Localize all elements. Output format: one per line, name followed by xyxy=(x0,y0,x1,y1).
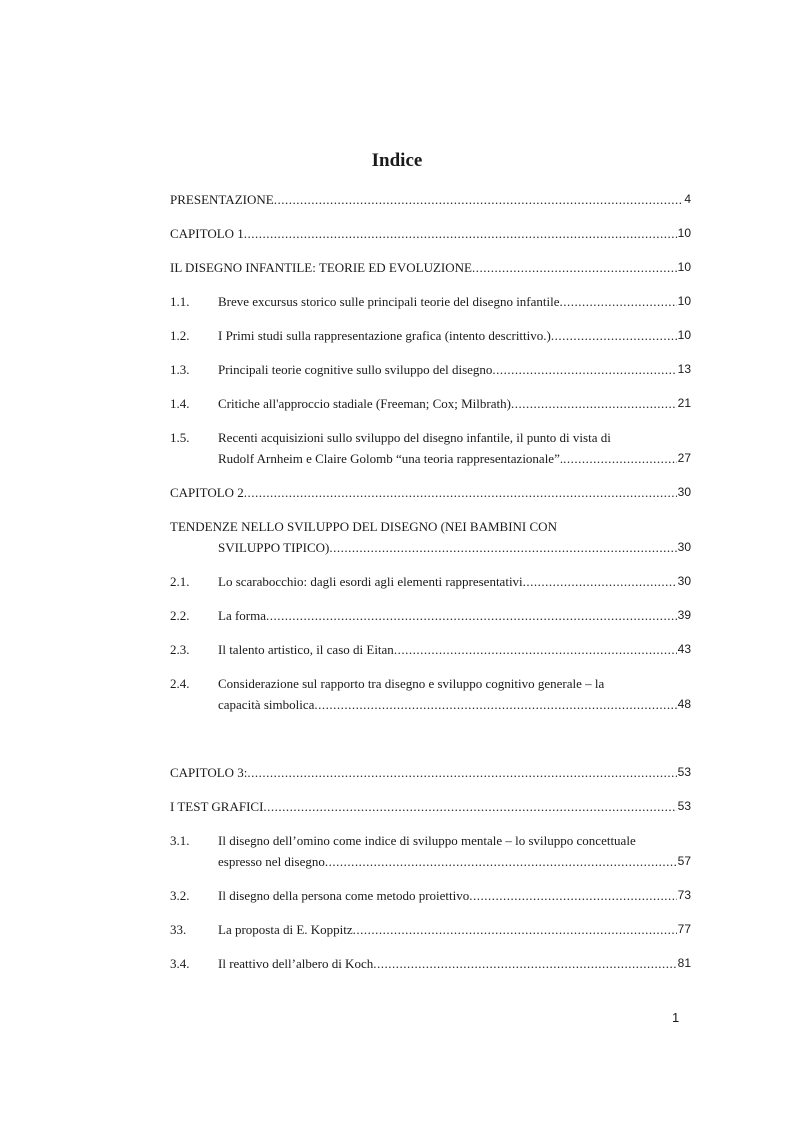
toc-section-number: 1.3. xyxy=(170,362,190,377)
toc-entry-text: Lo scarabocchio: dagli esordi agli elementi rappresentativi xyxy=(218,574,523,589)
leader-dots xyxy=(266,605,677,626)
toc-entry-2-3[interactable] xyxy=(170,639,691,673)
toc-entry-text: I TEST GRAFICI xyxy=(170,799,264,814)
leader-dots xyxy=(244,482,677,503)
toc-entry-text-line1: Il disegno dell’omino come indice di sviluppo mentale – lo sviluppo concettuale xyxy=(218,833,636,848)
toc-page-number: 21 xyxy=(677,396,691,410)
toc-page-number: 57 xyxy=(677,854,691,868)
toc-page-number: 10 xyxy=(677,226,691,240)
toc-page-number: 77 xyxy=(677,922,691,936)
toc-section-number: 1.4. xyxy=(170,396,190,411)
toc-page-number: 53 xyxy=(677,765,691,779)
toc-entry-text-line1: Considerazione sul rapporto tra disegno e sviluppo cognitivo generale – la xyxy=(218,676,605,691)
toc-section-number: 1.2. xyxy=(170,328,190,343)
toc-entry-text: I Primi studi sulla rappresentazione grafica (intento descrittivo.) xyxy=(218,328,551,343)
toc-entry-text: SVILUPPO TIPICO) xyxy=(218,540,330,555)
leader-dots xyxy=(314,694,676,715)
toc-entry-text-line1: TENDENZE NELLO SVILUPPO DEL DISEGNO (NEI BAMBINI CON xyxy=(170,519,557,534)
toc-page-number: 53 xyxy=(677,799,691,813)
toc-section-number: 3.4. xyxy=(170,956,190,971)
toc-section-number: 33. xyxy=(170,922,187,937)
leader-dots xyxy=(511,393,677,414)
toc-section-number: 1.1. xyxy=(170,294,190,309)
toc-entry-presentazione[interactable] xyxy=(170,189,691,223)
toc-entry-text: capacità simbolica xyxy=(218,697,315,712)
toc-entry-3-4[interactable] xyxy=(170,953,691,987)
toc-page-number: 27 xyxy=(677,451,691,465)
toc-entry-3-2[interactable] xyxy=(170,885,691,919)
toc-entry-text: CAPITOLO 3: xyxy=(170,765,248,780)
leader-dots xyxy=(373,953,676,974)
toc-page-number: 10 xyxy=(677,328,691,342)
toc-section-number: 2.4. xyxy=(170,676,190,691)
toc-entry-1-2[interactable] xyxy=(170,325,691,359)
toc-entry-capitolo-3[interactable] xyxy=(170,762,691,796)
toc-section-number: 3.2. xyxy=(170,888,190,903)
toc-entry-text: Il reattivo dell’albero di Koch xyxy=(218,956,374,971)
toc-entry-text: IL DISEGNO INFANTILE: TEORIE ED EVOLUZIONE xyxy=(170,260,472,275)
toc-page-number: 43 xyxy=(677,642,691,656)
toc-page-number: 30 xyxy=(677,540,691,554)
toc-page-number: 10 xyxy=(677,260,691,274)
leader-dots xyxy=(329,537,676,558)
toc-entry-3-1[interactable] xyxy=(170,830,691,885)
leader-dots xyxy=(244,223,677,244)
toc-page-number: 10 xyxy=(677,294,691,308)
leader-dots xyxy=(263,796,676,817)
toc-page-number: 81 xyxy=(677,956,691,970)
leader-dots xyxy=(563,448,677,469)
leader-dots xyxy=(394,639,677,660)
toc-entry-text-line1: Recenti acquisizioni sullo sviluppo del disegno infantile, il punto di vista di xyxy=(218,430,611,445)
toc-entry-text: Critiche all'approccio stadiale (Freeman; Cox; Milbrath) xyxy=(218,396,511,411)
toc-entry-text: espresso nel disegno xyxy=(218,854,325,869)
page-title: Indice xyxy=(371,150,423,171)
toc-section-number: 2.2. xyxy=(170,608,190,623)
toc-entry-1-3[interactable] xyxy=(170,359,691,393)
leader-dots xyxy=(325,851,677,872)
leader-dots xyxy=(469,885,676,906)
toc-entry-3-3[interactable] xyxy=(170,919,691,953)
leader-dots xyxy=(492,359,676,380)
toc-page-number: 39 xyxy=(677,608,691,622)
toc-entry-text: PRESENTAZIONE xyxy=(170,192,274,207)
toc-page-number: 30 xyxy=(677,574,691,588)
toc-entry-text: La proposta di E. Koppitz xyxy=(218,922,353,937)
toc-entry-capitolo-1[interactable] xyxy=(170,223,691,257)
toc-entry-1-4[interactable] xyxy=(170,393,691,427)
toc-page-number: 73 xyxy=(677,888,691,902)
leader-dots xyxy=(247,762,676,783)
toc-entry-text: Principali teorie cognitive sullo sviluppo del disegno xyxy=(218,362,493,377)
toc-entry-text: Breve excursus storico sulle principali teorie del disegno infantile xyxy=(218,294,560,309)
toc-entry-text: Il talento artistico, il caso di Eitan xyxy=(218,642,394,657)
toc-page-number: 48 xyxy=(677,697,691,711)
leader-dots xyxy=(523,571,677,592)
toc-section-number: 3.1. xyxy=(170,833,190,848)
toc-entry-2-4[interactable] xyxy=(170,673,691,728)
toc-entry-capitolo-2[interactable] xyxy=(170,482,691,516)
leader-dots xyxy=(353,919,677,940)
toc-entry-capitolo-3-title[interactable] xyxy=(170,796,691,830)
leader-dots xyxy=(560,291,677,312)
toc-page-number: 30 xyxy=(677,485,691,499)
toc-section-number: 2.1. xyxy=(170,574,190,589)
toc-entry-capitolo-2-title[interactable] xyxy=(170,516,691,571)
toc-entry-text: Il disegno della persona come metodo proiettivo xyxy=(218,888,470,903)
table-of-contents xyxy=(170,189,691,987)
toc-section-number: 2.3. xyxy=(170,642,190,657)
toc-section-number: 1.5. xyxy=(170,430,190,445)
toc-page-number: 4 xyxy=(684,192,691,206)
leader-dots xyxy=(274,189,684,210)
toc-entry-capitolo-1-title[interactable] xyxy=(170,257,691,291)
toc-entry-text: CAPITOLO 2 xyxy=(170,485,244,500)
leader-dots xyxy=(472,257,677,278)
toc-entry-2-2[interactable] xyxy=(170,605,691,639)
toc-entry-1-5[interactable] xyxy=(170,427,691,482)
toc-entry-2-1[interactable] xyxy=(170,571,691,605)
leader-dots xyxy=(551,325,677,346)
toc-entry-text: CAPITOLO 1 xyxy=(170,226,244,241)
toc-page-number: 13 xyxy=(677,362,691,376)
toc-entry-text: Rudolf Arnheim e Claire Golomb “una teoria rappresentazionale”. xyxy=(218,451,564,466)
page-number: 1 xyxy=(672,1010,680,1025)
toc-entry-1-1[interactable] xyxy=(170,291,691,325)
toc-entry-text: La forma xyxy=(218,608,267,623)
